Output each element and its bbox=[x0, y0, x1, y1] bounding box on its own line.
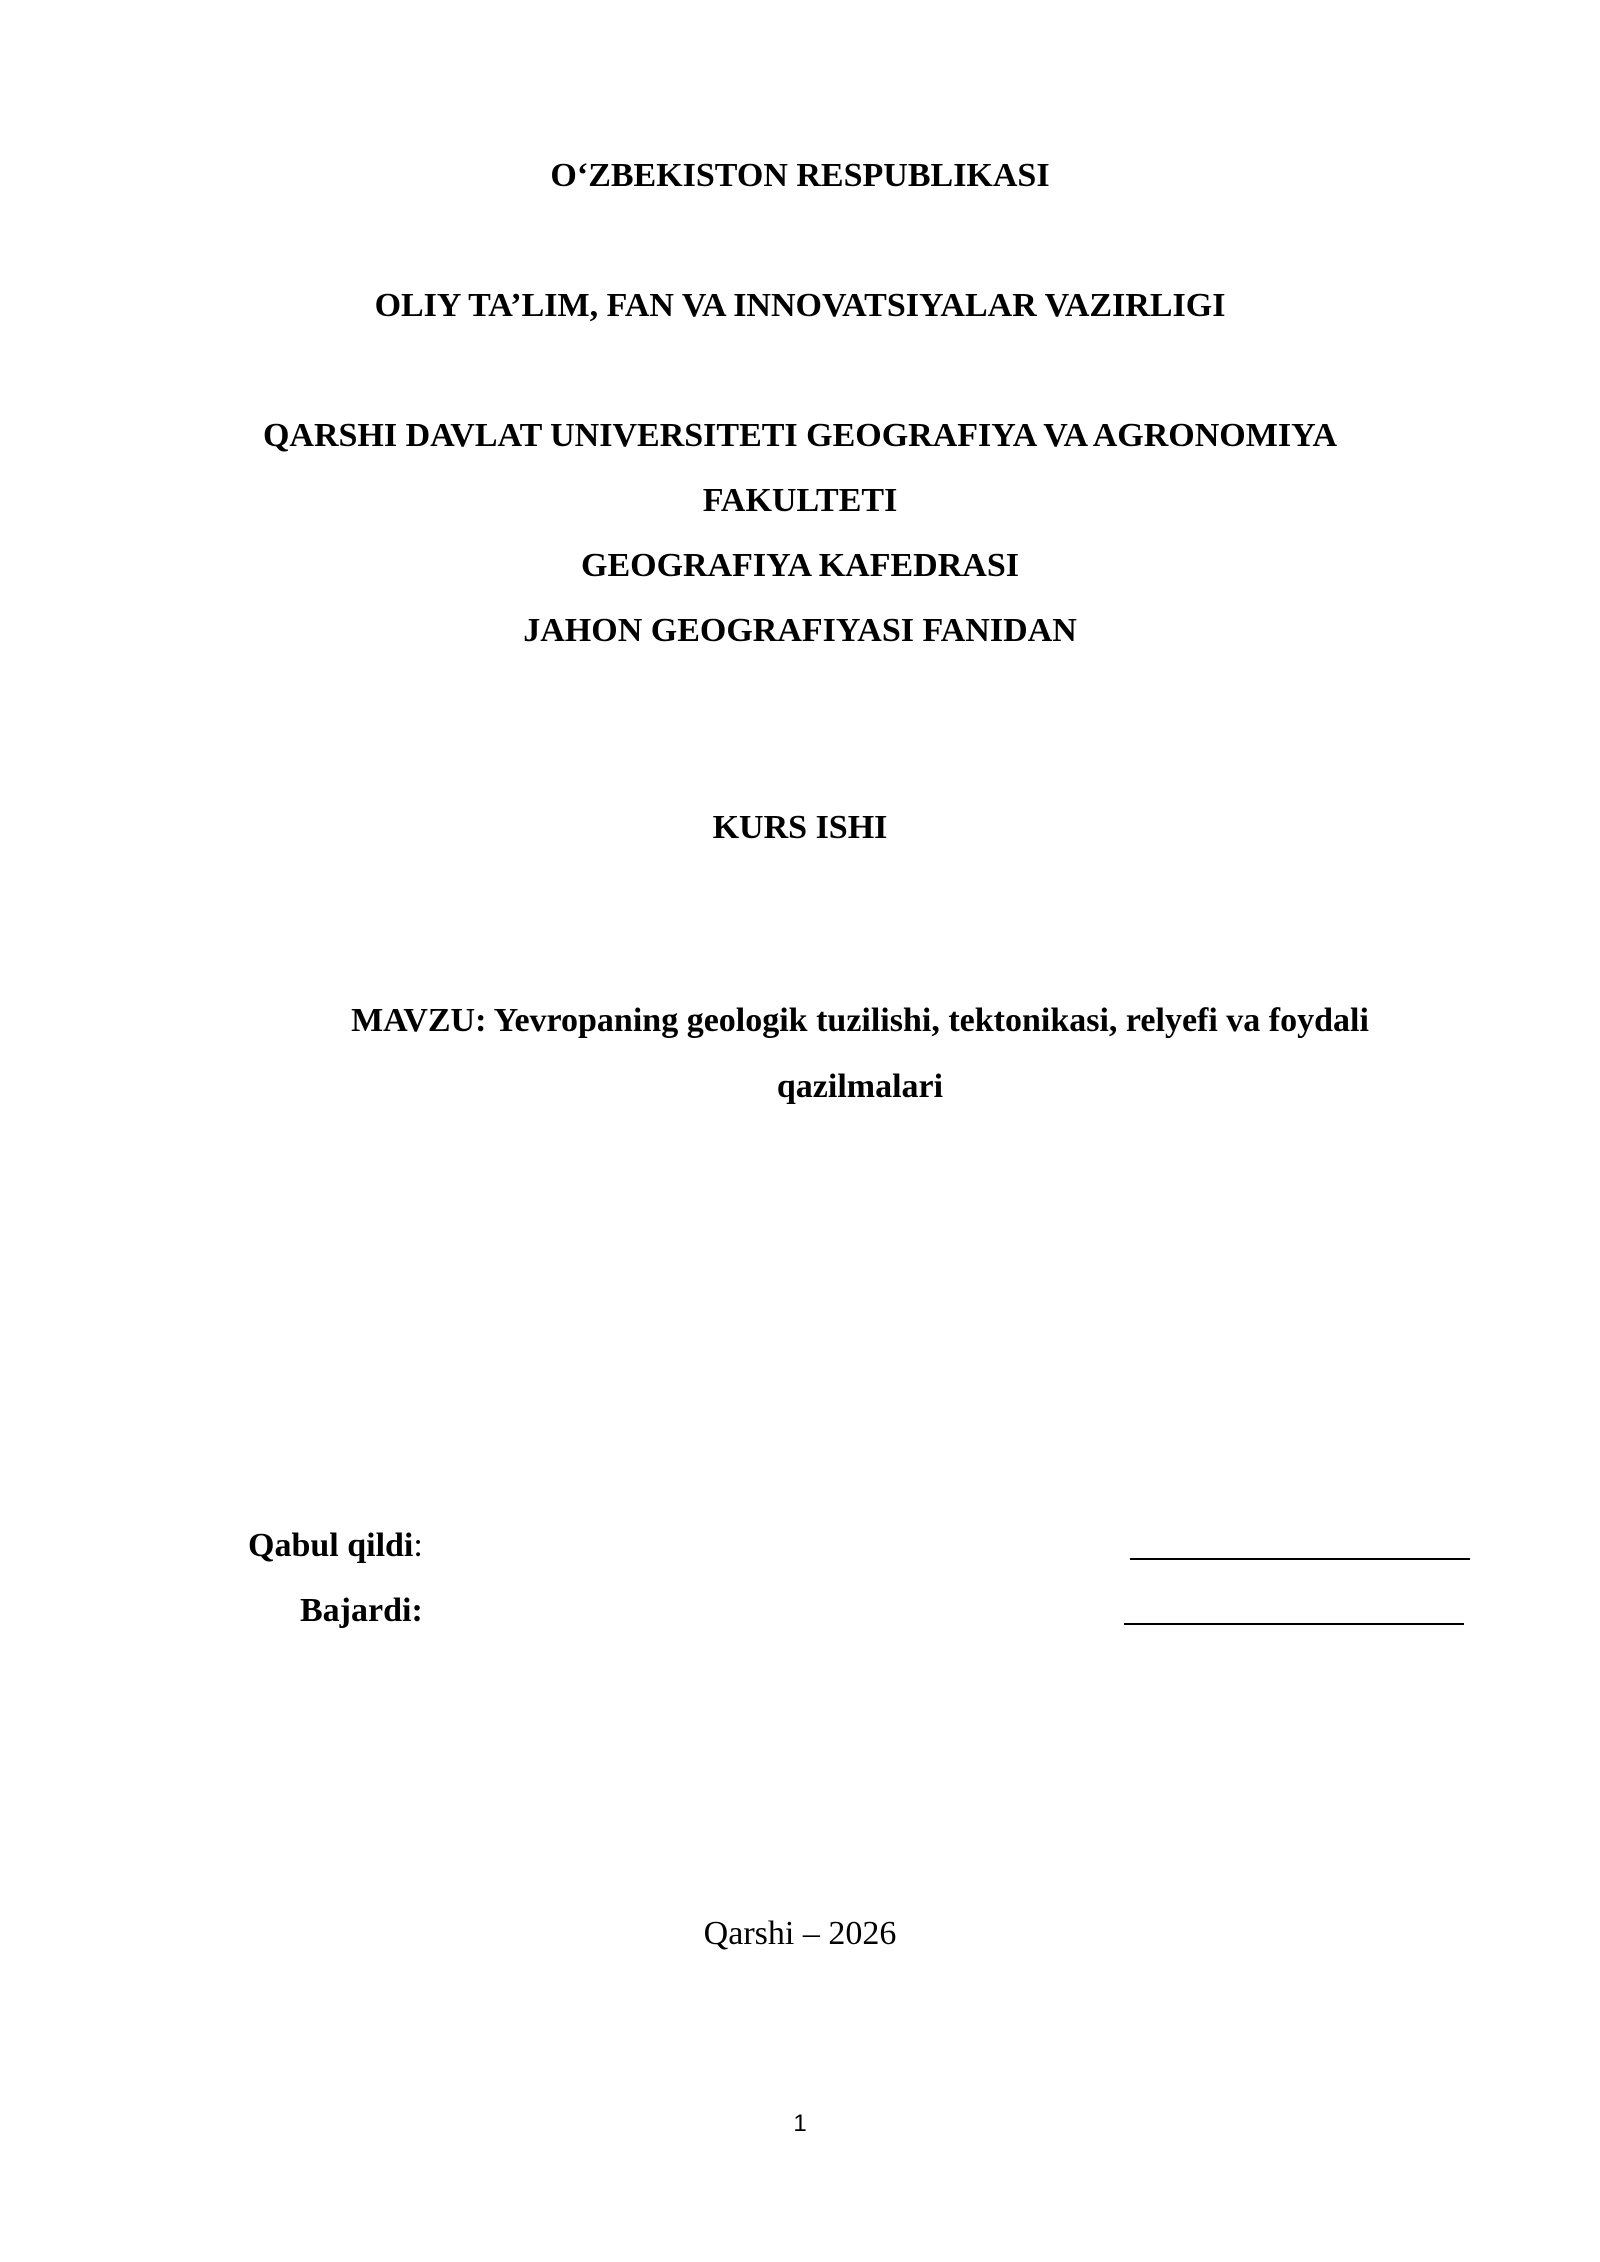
subject-heading: JAHON GEOGRAFIYASI FANIDAN bbox=[523, 612, 1077, 649]
page-number: 1 bbox=[793, 2110, 807, 2137]
accepted-by-signature-line bbox=[1130, 1558, 1470, 1560]
country-heading: O‘ZBEKISTON RESPUBLIKASI bbox=[550, 157, 1050, 194]
accepted-by-label-text: Qabul qildi bbox=[248, 1527, 414, 1564]
performed-by-signature-line bbox=[1124, 1623, 1464, 1625]
ministry-heading: OLIY TA’LIM, FAN VA INNOVATSIYALAR VAZIRLIGI bbox=[374, 287, 1226, 324]
document-type-title: KURS ISHI bbox=[712, 809, 888, 846]
university-heading-line1: QARSHI DAVLAT UNIVERSITETI GEOGRAFIYA VA AGRONOMIYA bbox=[262, 417, 1338, 454]
performed-by-label: Bajardi: bbox=[300, 1592, 423, 1629]
department-heading: GEOGRAFIYA KAFEDRASI bbox=[581, 547, 1019, 584]
city-year: Qarshi – 2026 bbox=[703, 1915, 897, 1952]
university-heading-line2: FAKULTETI bbox=[702, 482, 898, 519]
accepted-by-colon: : bbox=[413, 1527, 423, 1564]
accepted-by-label bbox=[248, 1526, 423, 1566]
topic-text: MAVZU: Yevropaning geologik tuzilishi, tektonikasi, relyefi va foydali qazilmalari bbox=[351, 1002, 1369, 1105]
